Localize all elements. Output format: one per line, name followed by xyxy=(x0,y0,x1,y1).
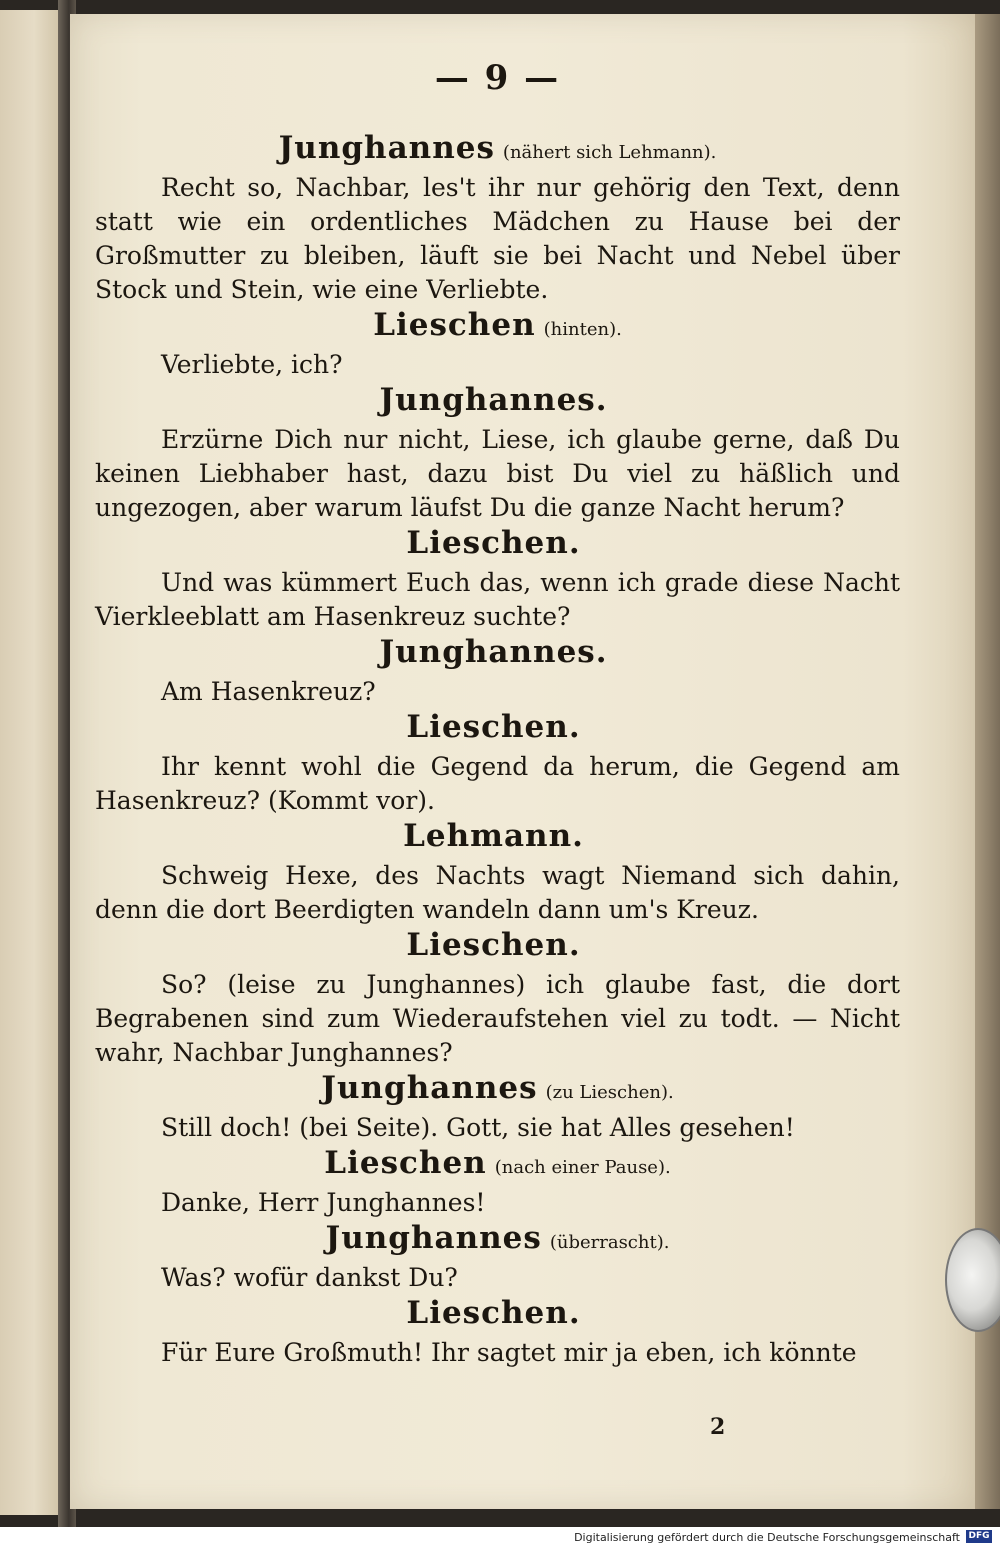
speech-text: Erzürne Dich nur nicht, Liese, ich glaube gerne, daß Du keinen Liebhaber hast, dazu bist Du viel zu häßlich und ungezogen, aber warum läufst Du die ganze Nacht herum? xyxy=(95,425,900,522)
speaker-name: Junghannes. xyxy=(379,634,608,670)
left-page-edge xyxy=(0,10,62,1515)
speaker-heading xyxy=(95,525,900,566)
dialogue xyxy=(95,130,900,1370)
speaker-name: Lieschen xyxy=(373,307,536,343)
dialogue-block xyxy=(95,818,900,927)
dialogue-block xyxy=(95,307,900,382)
speaker-heading xyxy=(95,307,900,348)
speech-text: Was? wofür dankst Du? xyxy=(161,1263,458,1292)
page-number: — 9 — xyxy=(434,58,561,98)
dialogue-block xyxy=(95,1070,900,1145)
speech-text: Und was kümmert Euch das, wenn ich grade diese Nacht Vierkleeblatt am Hasenkreuz suchte? xyxy=(95,568,900,631)
footer-credit: Digitalisierung gefördert durch die Deutsche Forschungsgemeinschaft xyxy=(574,1531,960,1544)
dialogue-block xyxy=(95,1220,900,1295)
speaker-name: Junghannes xyxy=(325,1220,542,1256)
speaker-heading xyxy=(95,927,900,968)
signature-mark: 2 xyxy=(710,1414,726,1440)
speech-text: Ihr kennt wohl die Gegend da herum, die Gegend am Hasenkreuz? (Kommt vor). xyxy=(95,752,900,815)
dialogue-block xyxy=(95,927,900,1070)
dialogue-block xyxy=(95,1145,900,1220)
speaker-name: Junghannes. xyxy=(379,382,608,418)
speaker-name: Junghannes xyxy=(278,130,495,166)
stage-direction: (nähert sich Lehmann). xyxy=(502,142,717,163)
speaker-name: Lieschen. xyxy=(406,525,581,561)
dialogue-block xyxy=(95,634,900,709)
dialogue-block xyxy=(95,382,900,525)
speech-text: Schweig Hexe, des Nachts wagt Niemand sich dahin, denn die dort Beerdigten wandeln dann um's Kreuz. xyxy=(95,861,900,924)
speaker-name: Lieschen. xyxy=(406,1295,581,1331)
speaker-name: Lieschen. xyxy=(406,927,581,963)
speaker-heading xyxy=(95,382,900,423)
speaker-name: Lehmann. xyxy=(403,818,584,854)
speech-text: Für Eure Großmuth! Ihr sagtet mir ja eben, ich könnte xyxy=(161,1338,857,1367)
speaker-heading xyxy=(95,1070,900,1111)
speaker-heading xyxy=(95,1145,900,1186)
speaker-heading xyxy=(95,709,900,750)
speaker-name: Junghannes xyxy=(321,1070,538,1106)
dfg-logo: DFG xyxy=(966,1530,992,1543)
stage-direction: (hinten). xyxy=(543,319,622,340)
speech-text: So? (leise zu Junghannes) ich glaube fast, die dort Begrabenen sind zum Wiederaufstehen viel zu todt. — Nicht wahr, Nachbar Junghannes? xyxy=(95,970,900,1067)
dialogue-block xyxy=(95,1295,900,1370)
stage-direction: (nach einer Pause). xyxy=(494,1157,671,1178)
speech-text: Am Hasenkreuz? xyxy=(161,677,376,706)
speaker-name: Lieschen. xyxy=(406,709,581,745)
stage-direction: (überrascht). xyxy=(549,1232,670,1253)
speech-text: Danke, Herr Junghannes! xyxy=(161,1188,486,1217)
speaker-heading xyxy=(95,1295,900,1336)
dialogue-block xyxy=(95,709,900,818)
speech-text: Still doch! (bei Seite). Gott, sie hat Alles gesehen! xyxy=(161,1113,795,1142)
dialogue-block xyxy=(95,525,900,634)
speaker-heading xyxy=(95,1220,900,1261)
dialogue-block xyxy=(95,130,900,307)
speaker-heading xyxy=(95,634,900,675)
speech-text: Verliebte, ich? xyxy=(161,350,343,379)
speaker-heading xyxy=(95,130,900,171)
page-content xyxy=(95,58,900,1370)
speaker-heading xyxy=(95,818,900,859)
footer xyxy=(0,1527,1000,1547)
speech-text: Recht so, Nachbar, les't ihr nur gehörig den Text, denn statt wie ein ordentliches Mädchen zu Hause bei der Großmutter zu bleiben, läuft sie bei Nacht und Nebel über Stock und Stein, wie eine Verliebte. xyxy=(95,173,900,304)
speaker-name: Lieschen xyxy=(324,1145,487,1181)
stage-direction: (zu Lieschen). xyxy=(545,1082,674,1103)
